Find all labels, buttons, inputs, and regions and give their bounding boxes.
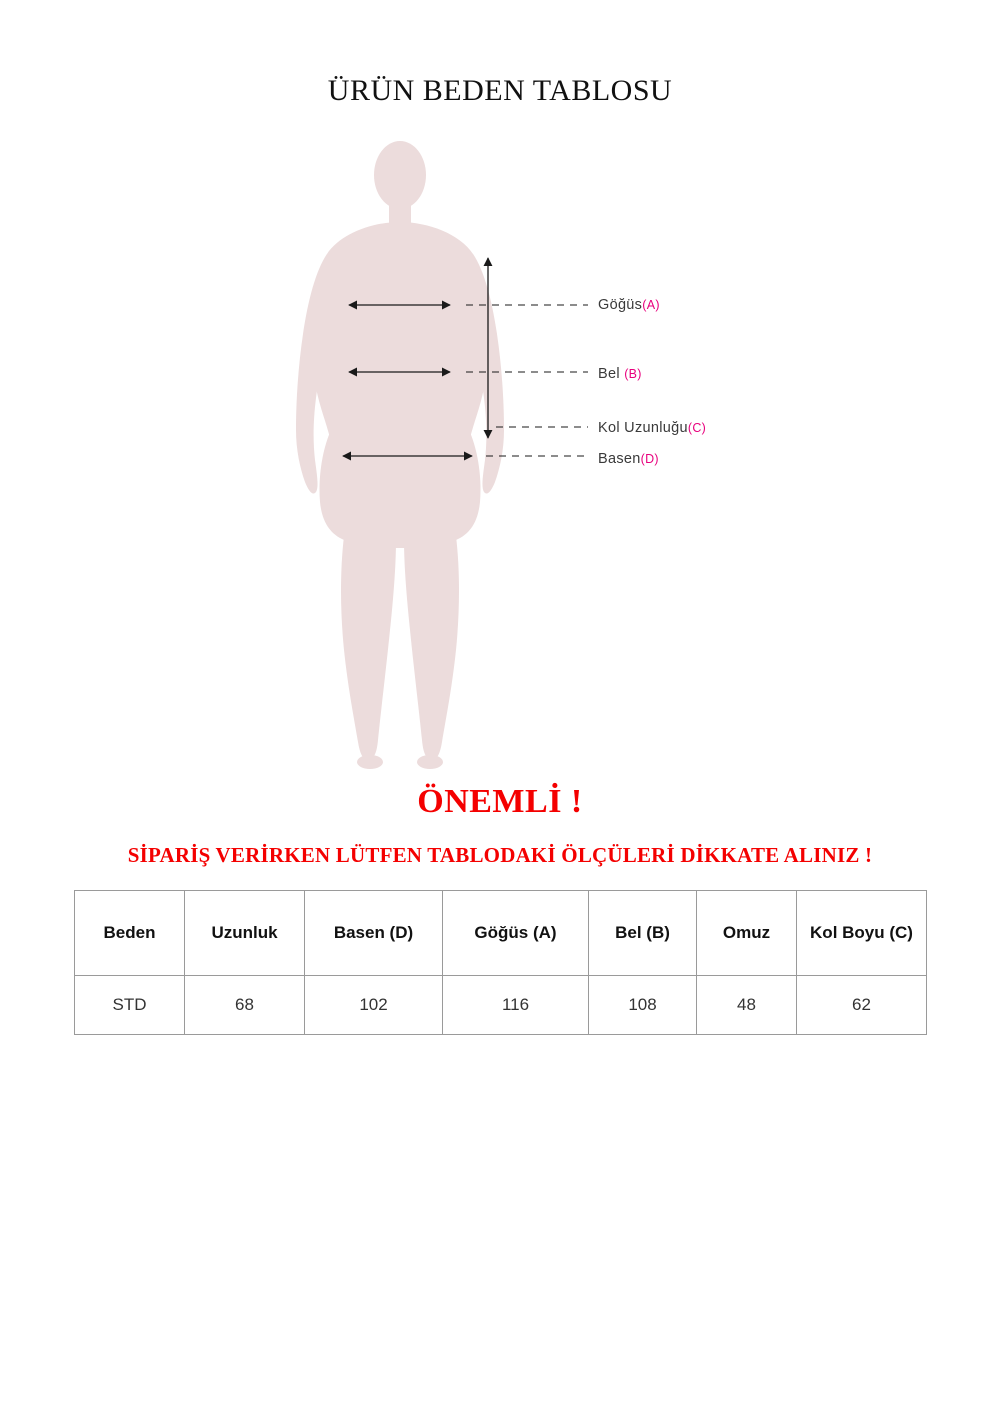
female-body-silhouette — [296, 141, 504, 769]
cell-beden: STD — [75, 976, 185, 1035]
page-title: ÜRÜN BEDEN TABLOSU — [327, 74, 673, 107]
cell-basen: 102 — [305, 976, 443, 1035]
size-guide-figure — [0, 130, 1000, 770]
table-header-row — [75, 891, 927, 976]
measurement-code-bust: (A) — [642, 298, 660, 312]
table-header-beden: Beden — [75, 891, 185, 976]
measurement-code-waist: (B) — [624, 367, 642, 381]
table-header-kol-boyu: Kol Boyu (C) — [797, 891, 927, 976]
measurement-label-hip — [598, 451, 659, 467]
cell-bel: 108 — [589, 976, 697, 1035]
table-header-basen: Basen (D) — [305, 891, 443, 976]
important-subline: SİPARİŞ VERİRKEN LÜTFEN TABLODAKİ ÖLÇÜLERİ DİKKATE ALINIZ ! — [127, 843, 873, 867]
table-header-bel: Bel (B) — [589, 891, 697, 976]
measurement-label-hip-text: Basen — [598, 451, 641, 467]
measurement-code-sleeve: (C) — [687, 421, 707, 435]
table-header-gogus: Göğüs (A) — [443, 891, 589, 976]
measurement-label-sleeve-text: Kol Uzunluğu — [598, 420, 688, 436]
measurement-label-waist-text: Bel — [598, 366, 625, 382]
cell-gogus: 116 — [443, 976, 589, 1035]
measurement-label-bust — [598, 297, 660, 313]
cell-omuz: 48 — [697, 976, 797, 1035]
important-headline: ÖNEMLİ ! — [417, 783, 583, 820]
measurement-label-waist — [598, 366, 642, 382]
measurement-label-bust-text: Göğüs — [598, 297, 643, 313]
table-header-omuz: Omuz — [697, 891, 797, 976]
measurement-label-sleeve — [598, 420, 706, 436]
table-row — [75, 976, 927, 1035]
cell-uzunluk: 68 — [185, 976, 305, 1035]
body-diagram-svg — [0, 130, 1000, 770]
table-header-uzunluk: Uzunluk — [185, 891, 305, 976]
cell-kol-boyu: 62 — [797, 976, 927, 1035]
measurement-code-hip: (D) — [640, 452, 659, 466]
size-table — [74, 890, 927, 1035]
